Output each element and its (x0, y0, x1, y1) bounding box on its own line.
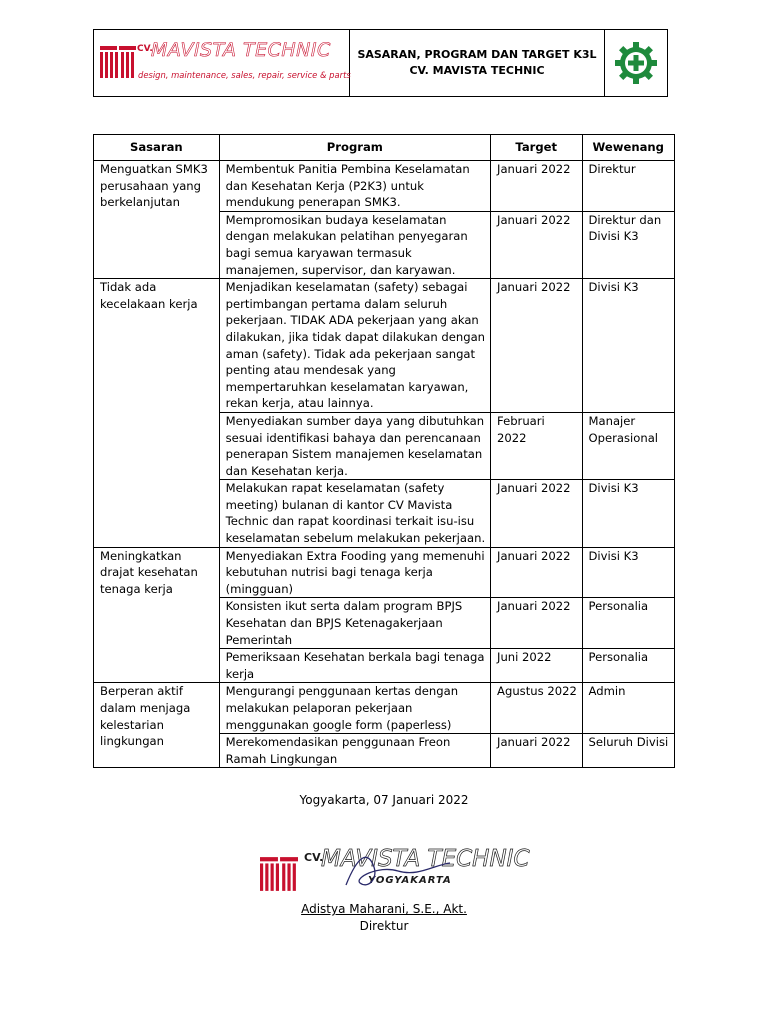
stamp-cv-text: CV. (304, 851, 324, 864)
program-cell: Membentuk Panitia Pembina Keselamatan dan Kesehatan Kerja (P2K3) untuk mendukung penerapan SMK3. (219, 161, 490, 212)
header-target: Target (491, 135, 582, 161)
target-cell: Januari 2022 (491, 734, 582, 768)
title-line-2: CV. MAVISTA TECHNIC (409, 64, 545, 77)
table-header-row (94, 135, 675, 161)
wewenang-cell: Admin (582, 683, 675, 734)
table-row (94, 547, 675, 598)
table-row (94, 683, 675, 734)
logo-company-name: MAVISTA TECHNIC (151, 39, 331, 61)
program-cell: Mengurangi penggunaan kertas dengan melakukan pelaporan pekerjaan menggunakan google form (paperless) (219, 683, 490, 734)
signer-name: Adistya Maharani, S.E., Akt. (301, 902, 467, 916)
table-row (94, 161, 675, 212)
target-cell: Januari 2022 (491, 211, 582, 278)
program-cell: Mempromosikan budaya keselamatan dengan melakukan pelatihan penyegaran bagi semua karyawan termasuk manajemen, supervisor, dan karyawan. (219, 211, 490, 278)
mavista-logo-mark-icon (100, 46, 136, 78)
program-cell: Menyediakan sumber daya yang dibutuhkan sesuai identifikasi bahaya dan perencanaan penerapan Sistem manajemen keselamatan dan Kesehatan kerja. (219, 412, 490, 479)
wewenang-cell: Divisi K3 (582, 480, 675, 547)
signature-stamp-logo (258, 845, 530, 893)
wewenang-cell: Manajer Operasional (582, 412, 675, 479)
table-row (94, 279, 675, 413)
wewenang-cell: Divisi K3 (582, 279, 675, 413)
handwritten-signature-icon (338, 845, 458, 893)
green-cross-gear-icon (614, 41, 658, 85)
stamp-city: YOGYAKARTA (368, 875, 452, 886)
target-cell: Januari 2022 (491, 547, 582, 598)
header-program: Program (219, 135, 490, 161)
header-wewenang: Wewenang (582, 135, 675, 161)
signer-name-line (0, 902, 768, 916)
logo-cv-text: CV. (137, 44, 153, 54)
document-title (350, 30, 605, 96)
title-line-1: SASARAN, PROGRAM DAN TARGET K3L (357, 48, 597, 61)
wewenang-cell: Direktur dan Divisi K3 (582, 211, 675, 278)
program-cell: Konsisten ikut serta dalam program BPJS Kesehatan dan BPJS Ketenagakerjaan Pemerintah (219, 598, 490, 649)
logo-tagline: design, maintenance, sales, repair, service & parts (138, 70, 351, 80)
program-cell: Menyediakan Extra Fooding yang memenuhi kebutuhan nutrisi bagi tenaga kerja (mingguan) (219, 547, 490, 598)
sasaran-cell: Meningkatkan drajat kesehatan tenaga kerja (94, 547, 220, 683)
sasaran-cell: Menguatkan SMK3 perusahaan yang berkelanjutan (94, 161, 220, 279)
mavista-logo-mark-icon (260, 857, 298, 891)
target-cell: Januari 2022 (491, 279, 582, 413)
program-cell: Menjadikan keselamatan (safety) sebagai pertimbangan pertama dalam seluruh pekerjaan. TIDAK ADA pekerjaan yang akan dilakukan, jika tidak dapat dilakukan dengan aman (safety). Tidak ada pekerjaan sangat penting atau mendesak yang mempertaruhkan keselamatan karyawan, rekan kerja, atau lainnya. (219, 279, 490, 413)
header-sasaran: Sasaran (94, 135, 220, 161)
wewenang-cell: Personalia (582, 598, 675, 649)
place-and-date: Yogyakarta, 07 Januari 2022 (299, 793, 469, 807)
target-cell: Januari 2022 (491, 161, 582, 212)
k3l-target-table (93, 134, 675, 768)
document-header (93, 29, 668, 97)
target-cell: Juni 2022 (491, 649, 582, 683)
sasaran-cell: Berperan aktif dalam menjaga kelestarian lingkungan (94, 683, 220, 768)
company-logo (94, 30, 350, 96)
program-cell: Pemeriksaan Kesehatan berkala bagi tenaga kerja (219, 649, 490, 683)
stamp-company-name: MAVISTA TECHNIC (321, 846, 530, 872)
program-cell: Melakukan rapat keselamatan (safety meeting) bulanan di kantor CV Mavista Technic dan rapat koordinasi terkait isu-isu keselamatan sebelum melakukan pekerjaan. (219, 480, 490, 547)
wewenang-cell: Seluruh Divisi (582, 734, 675, 768)
target-cell: Februari 2022 (491, 412, 582, 479)
target-cell: Januari 2022 (491, 598, 582, 649)
wewenang-cell: Direktur (582, 161, 675, 212)
header-icon-cell (605, 30, 667, 96)
program-cell: Merekomendasikan penggunaan Freon Ramah Lingkungan (219, 734, 490, 768)
target-cell: Agustus 2022 (491, 683, 582, 734)
sasaran-cell: Tidak ada kecelakaan kerja (94, 279, 220, 548)
wewenang-cell: Personalia (582, 649, 675, 683)
wewenang-cell: Divisi K3 (582, 547, 675, 598)
signer-role: Direktur (359, 919, 409, 933)
target-cell: Januari 2022 (491, 480, 582, 547)
